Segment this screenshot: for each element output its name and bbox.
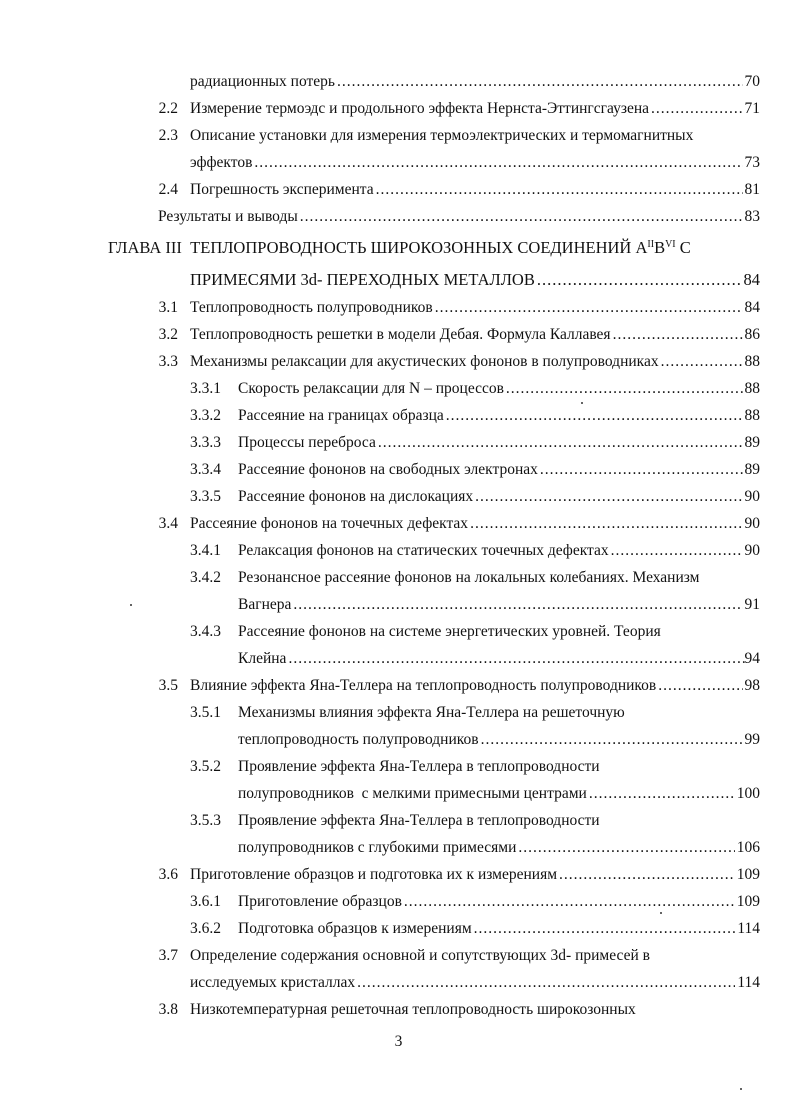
chapter-label: ГЛАВА III xyxy=(108,238,182,257)
chapter-title-sup: II xyxy=(647,239,655,250)
toc-entry-page: 98 xyxy=(744,677,760,694)
scan-speck xyxy=(130,604,132,606)
toc-entry-title: Теплопроводность полупроводников xyxy=(190,299,433,316)
toc-entry-title: Результаты и выводы xyxy=(158,208,298,225)
toc-entry-title: Измерение термоэдс и продольного эффекта Нернста-Эттингсгаузена xyxy=(190,100,650,117)
toc-entry-title: Рассеяние фононов на свободных электронах xyxy=(238,461,538,478)
toc-entry-title: Теплопроводность решетки в модели Дебая. Формула Каллавея xyxy=(190,326,611,343)
toc-entry-page: 73 xyxy=(744,154,760,171)
toc-entry-number: 3.3.5 xyxy=(190,488,221,505)
toc-entry-title: Рассеяние фононов на точечных дефектах xyxy=(190,515,469,532)
toc-entry-title: Механизмы влияния эффекта Яна-Теллера на решеточную xyxy=(238,704,625,721)
toc-entry-title: полупроводников с мелкими примесными центрами xyxy=(238,785,587,802)
toc-entry xyxy=(238,541,760,561)
toc-entry xyxy=(238,838,760,858)
chapter-title-mid: B xyxy=(654,238,666,257)
toc-entry-title: Скорость релаксации для N – процессов xyxy=(238,380,504,397)
toc-entry xyxy=(238,649,760,669)
toc-entry-title: Влияние эффекта Яна-Теллера на теплопроводность полупроводников xyxy=(190,677,657,694)
scan-speck xyxy=(740,1088,742,1090)
toc-entry-number: 3.3.3 xyxy=(190,434,221,451)
toc-entry-title: радиационных потерь xyxy=(190,73,335,90)
toc-entry-page: 71 xyxy=(744,100,760,117)
toc-entry xyxy=(190,270,760,290)
toc-entry-title: Рассеяние фононов на дислокациях xyxy=(238,488,474,505)
toc-entry-number: 3.1 xyxy=(158,299,178,316)
scan-speck xyxy=(581,402,583,404)
toc-entry xyxy=(238,379,760,399)
chapter-title-sup: VI xyxy=(665,239,676,250)
chapter-heading xyxy=(108,238,691,258)
toc-entry-title: Резонансное рассеяние фононов на локальных колебаниях. Механизм xyxy=(238,569,700,586)
toc-entry xyxy=(190,72,760,92)
toc-entry-page: 84 xyxy=(743,270,760,289)
toc-entry-page: 81 xyxy=(744,181,760,198)
toc-entry xyxy=(190,298,760,318)
toc-entry-page: 88 xyxy=(744,380,760,397)
chapter-title: ТЕПЛОПРОВОДНОСТЬ ШИРОКОЗОННЫХ СОЕДИНЕНИЙ A xyxy=(190,238,648,257)
toc-entry-page: 90 xyxy=(744,515,760,532)
toc-entry-title: теплопроводность полупроводников xyxy=(238,731,479,748)
toc-entry xyxy=(238,595,760,615)
toc-entry-title: Рассеяние на границах образца xyxy=(238,407,444,424)
toc-entry-page: 83 xyxy=(744,208,760,225)
toc-entry-number: 3.3.2 xyxy=(190,407,221,424)
scan-speck xyxy=(660,912,662,914)
toc-entry-number: 3.3.4 xyxy=(190,461,221,478)
toc-entry-page: 90 xyxy=(744,542,760,559)
chapter-title-tail: С xyxy=(675,238,691,257)
toc-entry-number: 3.5.2 xyxy=(190,758,221,775)
toc-entry-number: 2.2 xyxy=(158,100,178,117)
toc-entry-page: 114 xyxy=(737,974,760,991)
toc-entry-number: 3.5.3 xyxy=(190,812,221,829)
toc-entry-title: Определение содержания основной и сопутствующих 3d- примесей в xyxy=(190,947,650,964)
toc-entry-page: 84 xyxy=(744,299,760,316)
toc-entry xyxy=(238,433,760,453)
toc-entry-title: ПРИМЕСЯМИ 3d- ПЕРЕХОДНЫХ МЕТАЛЛОВ xyxy=(190,270,535,289)
toc-entry xyxy=(238,406,760,426)
toc-entry-title: Вагнера xyxy=(238,596,292,613)
toc-entry xyxy=(190,973,760,993)
toc-entry-number: 3.5 xyxy=(158,677,178,694)
toc-entry-number: 3.6 xyxy=(158,866,178,883)
toc-entry-title: Релаксация фононов на статических точечных дефектах xyxy=(238,542,609,559)
toc-entry-number: 3.6.1 xyxy=(190,893,221,910)
toc-entry-page: 88 xyxy=(744,353,760,370)
toc-entry-page: 106 xyxy=(736,839,760,856)
toc-entry-title: Механизмы релаксации для акустических фононов в полупроводниках xyxy=(190,353,659,370)
toc-entry-title: эффектов xyxy=(190,154,253,171)
toc-entry xyxy=(190,325,760,345)
toc-entry-page: 89 xyxy=(744,461,760,478)
toc-entry-number: 3.3.1 xyxy=(190,380,221,397)
toc-entry xyxy=(190,99,760,119)
toc-entry xyxy=(190,180,760,200)
toc-entry xyxy=(158,207,760,227)
toc-entry xyxy=(190,865,760,885)
toc-entry-title: Проявление эффекта Яна-Теллера в теплопроводности xyxy=(238,758,600,775)
toc-entry xyxy=(238,919,760,939)
toc-entry-number: 3.6.2 xyxy=(190,920,221,937)
toc-entry xyxy=(238,730,760,750)
toc-entry xyxy=(190,153,760,173)
toc-entry xyxy=(190,676,760,696)
toc-entry-page: 100 xyxy=(736,785,760,802)
toc-entry-number: 3.2 xyxy=(158,326,178,343)
toc-entry-number: 3.4.3 xyxy=(190,623,221,640)
toc-entry-page: 91 xyxy=(744,596,760,613)
toc-entry-title: полупроводников с глубокими примесями xyxy=(238,839,517,856)
toc-entry xyxy=(190,514,760,534)
toc-entry-title: Клейна xyxy=(238,650,287,667)
toc-entry-number: 3.5.1 xyxy=(190,704,221,721)
toc-entry-number: 3.8 xyxy=(158,1001,178,1018)
toc-entry xyxy=(190,352,760,372)
toc-entry-number: 3.4.1 xyxy=(190,542,221,559)
toc-entry-page: 86 xyxy=(744,326,760,343)
toc-entry-page: 109 xyxy=(736,866,760,883)
toc-entry-page: 89 xyxy=(744,434,760,451)
toc-entry-page: 94 xyxy=(744,650,760,667)
toc-entry-title: Приготовление образцов xyxy=(238,893,402,910)
toc-entry-title: исследуемых кристаллах xyxy=(190,974,356,991)
toc-entry-number: 3.3 xyxy=(158,353,178,370)
toc-entry xyxy=(238,460,760,480)
toc-entry-number: 3.7 xyxy=(158,947,178,964)
toc-entry-title: Описание установки для измерения термоэлектрических и термомагнитных xyxy=(190,127,694,144)
page-number: 3 xyxy=(394,1033,403,1050)
toc-entry-title: Рассеяние фононов на системе энергетических уровней. Теория xyxy=(238,623,661,640)
toc-entry-title: Подготовка образцов к измерениям xyxy=(238,920,472,937)
toc-entry xyxy=(238,784,760,804)
toc-entry-title: Низкотемпературная решеточная теплопроводность широкозонных xyxy=(190,1001,636,1018)
toc-entry xyxy=(238,892,760,912)
toc-entry-page: 109 xyxy=(736,893,760,910)
toc-entry-page: 70 xyxy=(744,73,760,90)
toc-entry-title: Процессы переброса xyxy=(238,434,376,451)
toc-entry-number: 3.4 xyxy=(158,515,178,532)
toc-entry-title: Проявление эффекта Яна-Теллера в теплопроводности xyxy=(238,812,600,829)
toc-entry-number: 2.3 xyxy=(158,127,178,144)
toc-entry-title: Погрешность эксперимента xyxy=(190,181,374,198)
toc-entry-page: 88 xyxy=(744,407,760,424)
toc-entry-number: 2.4 xyxy=(158,181,178,198)
toc-entry-page: 90 xyxy=(744,488,760,505)
toc-entry-title: Приготовление образцов и подготовка их к измерениям xyxy=(190,866,558,883)
toc-entry-page: 99 xyxy=(744,731,760,748)
toc-entry-number: 3.4.2 xyxy=(190,569,221,586)
toc-entry-page: 114 xyxy=(737,920,760,937)
toc-entry xyxy=(238,487,760,507)
